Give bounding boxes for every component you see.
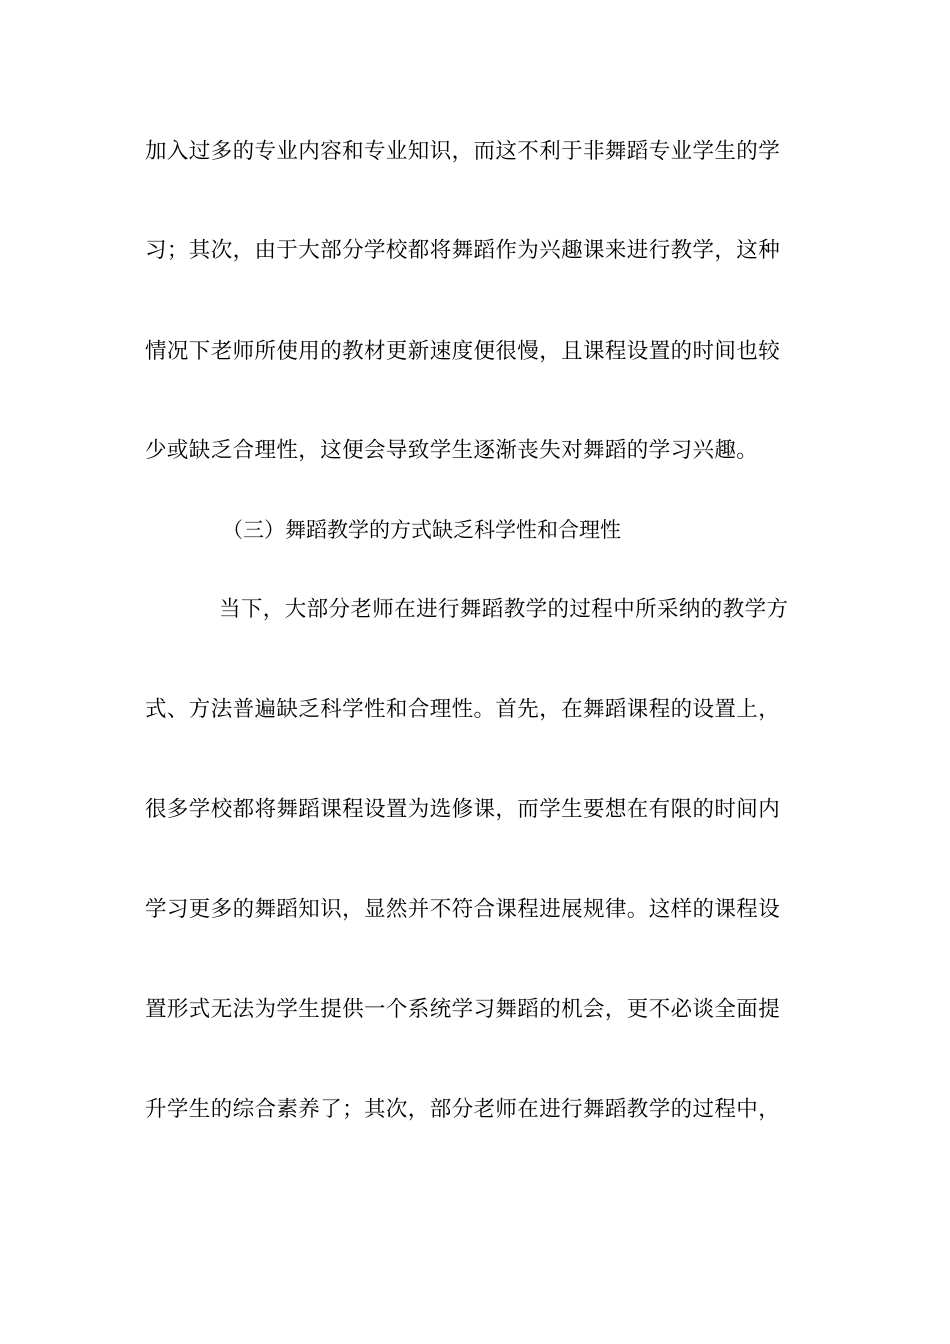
paragraph-line: 习；其次，由于大部分学校都将舞蹈作为兴趣课来进行教学，这种 — [145, 238, 781, 263]
paragraph-line: 很多学校都将舞蹈课程设置为选修课，而学生要想在有限的时间内 — [145, 797, 781, 822]
paragraph-line: 情况下老师所使用的教材更新速度便很慢，且课程设置的时间也较 — [145, 339, 781, 364]
section-heading: （三）舞蹈教学的方式缺乏科学性和合理性 — [222, 518, 621, 542]
paragraph-first-line: 当下，大部分老师在进行舞蹈教学的过程中所采纳的教学方 — [219, 597, 789, 622]
paragraph-line: 学习更多的舞蹈知识，显然并不符合课程进展规律。这样的课程设 — [145, 897, 781, 922]
paragraph-line: 加入过多的专业内容和专业知识，而这不利于非舞蹈专业学生的学 — [145, 139, 781, 164]
paragraph-line: 升学生的综合素养了；其次，部分老师在进行舞蹈教学的过程中， — [145, 1097, 781, 1122]
paragraph-line: 置形式无法为学生提供一个系统学习舞蹈的机会，更不必谈全面提 — [145, 997, 781, 1022]
paragraph-line: 式、方法普遍缺乏科学性和合理性。首先，在舞蹈课程的设置上， — [145, 697, 781, 722]
paragraph-line: 少或缺乏合理性，这便会导致学生逐渐丧失对舞蹈的学习兴趣。 — [145, 438, 759, 463]
